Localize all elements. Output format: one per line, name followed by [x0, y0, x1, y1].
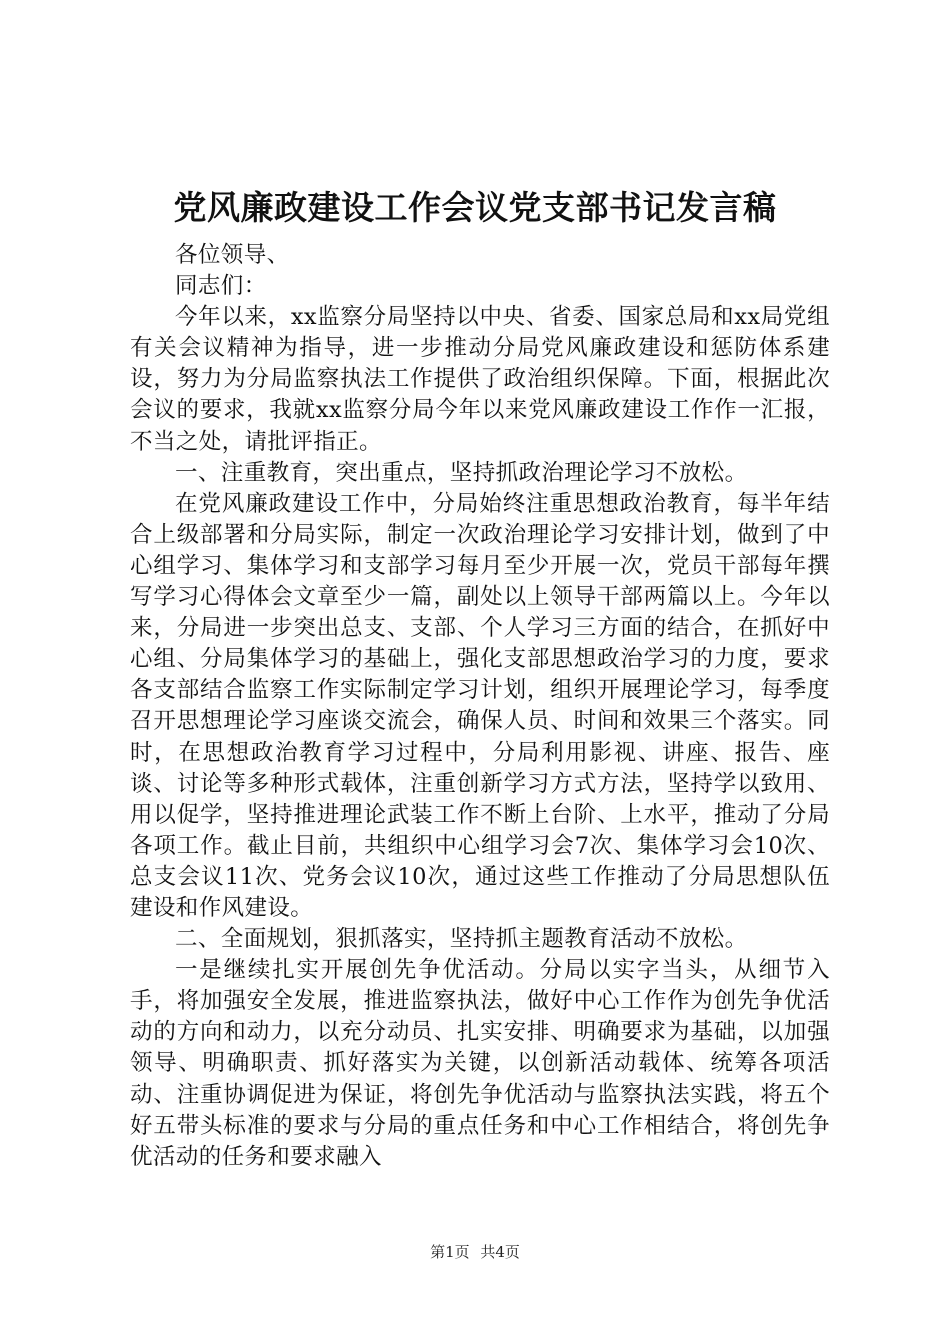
intro-paragraph: 今年以来，xx监察分局坚持以中央、省委、国家总局和xx局党组有关会议精神为指导，进一步推动分局党风廉政建设和惩防体系建设，努力为分局监察执法工作提供了政治组织保障。下面，根据此次会议的要求，我就xx监察分局今年以来党风廉政建设工作作一汇报，不当之处，请批评指正。	[130, 304, 830, 455]
section-1-paragraph: 在党风廉政建设工作中，分局始终注重思想政治教育，每半年结合上级部署和分局实际，制定一次政治理论学习安排计划，做到了中心组学习、集体学习和支部学习每月至少开展一次，党员干部每年撰写学习心得体会文章至少一篇，副处以上领导干部两篇以上。今年以来，分局进一步突出总支、支部、个人学习三方面的结合，在抓好中心组、分局集体学习的基础上，强化支部思想政治学习的力度，要求各支部结合监察工作实际制定学习计划，组织开展理论学习，每季度召开思想理论学习座谈交流会，确保人员、时间和效果三个落实。同时，在思想政治教育学习过程中，分局利用影视、讲座、报告、座谈、讨论等多种形式载体，注重创新学习方式方法，坚持学以致用、用以促学，坚持推进理论武装工作不断上台阶、上水平，推动了分局各项工作。截止目前，共组织中心组学习会7次、集体学习会10次、总支会议11次、党务会议10次，通过这些工作推动了分局思想队伍建设和作风建设。	[130, 490, 830, 921]
salutation-leaders: 各位领导、	[175, 242, 290, 268]
page-number: 第1页	[430, 1243, 470, 1261]
page-footer	[0, 1242, 950, 1262]
document-body	[130, 240, 830, 1173]
section-heading-2: 二、全面规划，狠抓落实，坚持抓主题教育活动不放松。	[175, 926, 748, 953]
section-heading-1: 一、注重教育，突出重点，坚持抓政治理论学习不放松。	[175, 459, 748, 486]
page-total: 共4页	[480, 1243, 520, 1261]
document-title: 党风廉政建设工作会议党支部书记发言稿	[173, 188, 777, 227]
salutation-comrades: 同志们：	[175, 273, 267, 300]
section-2-paragraph: 一是继续扎实开展创先争优活动。分局以实字当头，从细节入手，将加强安全发展，推进监察执法，做好中心工作作为创先争优活动的方向和动力，以充分动员、扎实安排、明确要求为基础，以加强领导、明确职责、抓好落实为关键，以创新活动载体、统筹各项活动、注重协调促进为保证，将创先争优活动与监察执法实践，将五个好五带头标准的要求与分局的重点任务和中心工作相结合，将创先争优活动的任务和要求融入	[130, 957, 830, 1170]
